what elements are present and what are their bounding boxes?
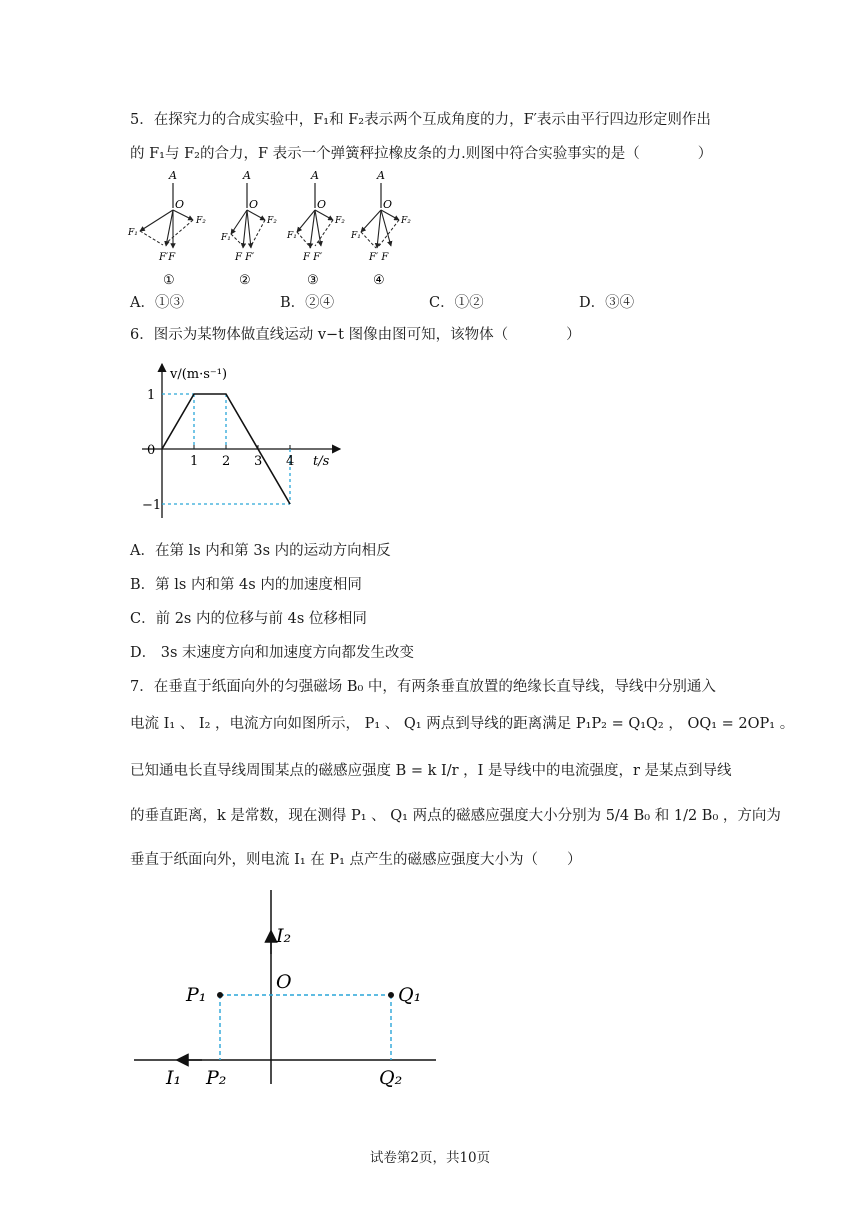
y-axis-label: v/(m·s⁻¹) — [170, 367, 228, 382]
q6-stem: 6．图示为某物体做直线运动 v−t 图像由图可知，该物体（ ） — [130, 327, 581, 343]
bottom-label: F′F — [159, 252, 176, 263]
F2-label: F₂ — [401, 216, 411, 226]
y-tick-label: 0 — [147, 443, 156, 458]
q6-option-d[interactable]: D． 3s 末速度方向和加速度方向都发生改变 — [130, 645, 415, 661]
point-A-label: A — [311, 169, 319, 182]
F1-label: F₁ — [221, 233, 231, 243]
label-Q1: Q₁ — [398, 984, 422, 1006]
q7-wire-diagram — [130, 884, 450, 1104]
force-diagram-2 — [220, 169, 277, 288]
y-tick-label: 1 — [147, 388, 156, 403]
force-diagram-1 — [127, 169, 206, 288]
x-tick-label: 3 — [254, 454, 263, 469]
point-A-label: A — [377, 169, 385, 182]
q6-option-b[interactable]: B．第 ls 内和第 4s 内的加速度相同 — [130, 577, 362, 593]
q7-stem-line3: 已知通电长直导线周围某点的磁感应强度 B = k I/r ，I 是导线中的电流强度，r 是某点到导线 — [130, 763, 732, 779]
point-O-label: O — [249, 198, 259, 211]
q6-option-a[interactable]: A．在第 ls 内和第 3s 内的运动方向相反 — [130, 543, 391, 559]
q5-option-c[interactable]: C．①② — [429, 295, 484, 311]
q7-stem-line2: 电流 I₁ 、 I₂ ，电流方向如图所示， P₁ 、 Q₁ 两点到导线的距离满足 P₁P₂ = Q₁Q₂ ， OQ₁ = 2OP₁ 。 — [130, 716, 795, 732]
caption-3: ③ — [307, 273, 319, 288]
q5-option-d[interactable]: D．③④ — [579, 295, 635, 311]
caption-1: ① — [163, 273, 175, 288]
label-P2: P₂ — [206, 1067, 227, 1089]
label-I1: I₁ — [166, 1067, 182, 1089]
F1-label: F₁ — [351, 231, 361, 241]
v-t-chart — [130, 358, 350, 528]
bottom-label: F′ F — [369, 252, 389, 263]
F2-label: F₂ — [267, 216, 277, 226]
F1-label: F₁ — [128, 228, 138, 238]
q5-option-b[interactable]: B．②④ — [280, 295, 335, 311]
bottom-label: F F′ — [303, 252, 323, 263]
x-axis-label: t/s — [313, 454, 330, 469]
F1-label: F₁ — [287, 231, 297, 241]
F2-label: F₂ — [335, 216, 345, 226]
point-A-label: A — [169, 169, 177, 182]
point-P1 — [217, 992, 223, 998]
q5-option-a[interactable]: A．①③ — [130, 295, 184, 311]
x-tick-label: 4 — [286, 454, 295, 469]
point-O-label: O — [317, 198, 327, 211]
q6-option-c[interactable]: C．前 2s 内的位移与前 4s 位移相同 — [130, 611, 367, 627]
page-footer: 试卷第2页，共10页 — [369, 1150, 491, 1166]
point-A-label: A — [243, 169, 251, 182]
q7-stem-line4: 的垂直距离，k 是常数，现在测得 P₁ 、 Q₁ 两点的磁感应强度大小分别为 5/4 B₀ 和 1/2 B₀ ，方向为 — [130, 808, 781, 824]
q5-force-diagrams — [125, 168, 425, 292]
q5-stem-line2: 的 F₁与 F₂的合力，F 表示一个弹簧秤拉橡皮条的力.则图中符合实验事实的是（ ） — [130, 146, 713, 162]
point-O-label: O — [383, 198, 393, 211]
y-tick-label: −1 — [142, 498, 162, 513]
force-diagram-3 — [286, 169, 345, 288]
q5-stem-line1: 5．在探究力的合成实验中，F₁和 F₂表示两个互成角度的力，F′表示由平行四边形定则作出 — [130, 112, 711, 128]
point-Q1 — [388, 992, 394, 998]
caption-2: ② — [239, 273, 251, 288]
caption-4: ④ — [373, 273, 385, 288]
label-Q2: Q₂ — [379, 1067, 403, 1089]
x-tick-label: 1 — [190, 454, 199, 469]
force-diagram-4 — [350, 169, 411, 288]
label-I2: I₂ — [276, 925, 292, 947]
q7-stem-line1: 7．在垂直于纸面向外的匀强磁场 B₀ 中，有两条垂直放置的绝缘长直导线，导线中分别通入 — [130, 679, 716, 695]
q7-stem-line5: 垂直于纸面向外，则电流 I₁ 在 P₁ 点产生的磁感应强度大小为（ ） — [130, 852, 582, 868]
label-P1: P₁ — [186, 984, 207, 1006]
bottom-label: F F′ — [235, 252, 255, 263]
x-tick-label: 2 — [222, 454, 231, 469]
point-O-label: O — [175, 198, 185, 211]
label-O: O — [276, 971, 292, 993]
F2-label: F₂ — [196, 216, 206, 226]
